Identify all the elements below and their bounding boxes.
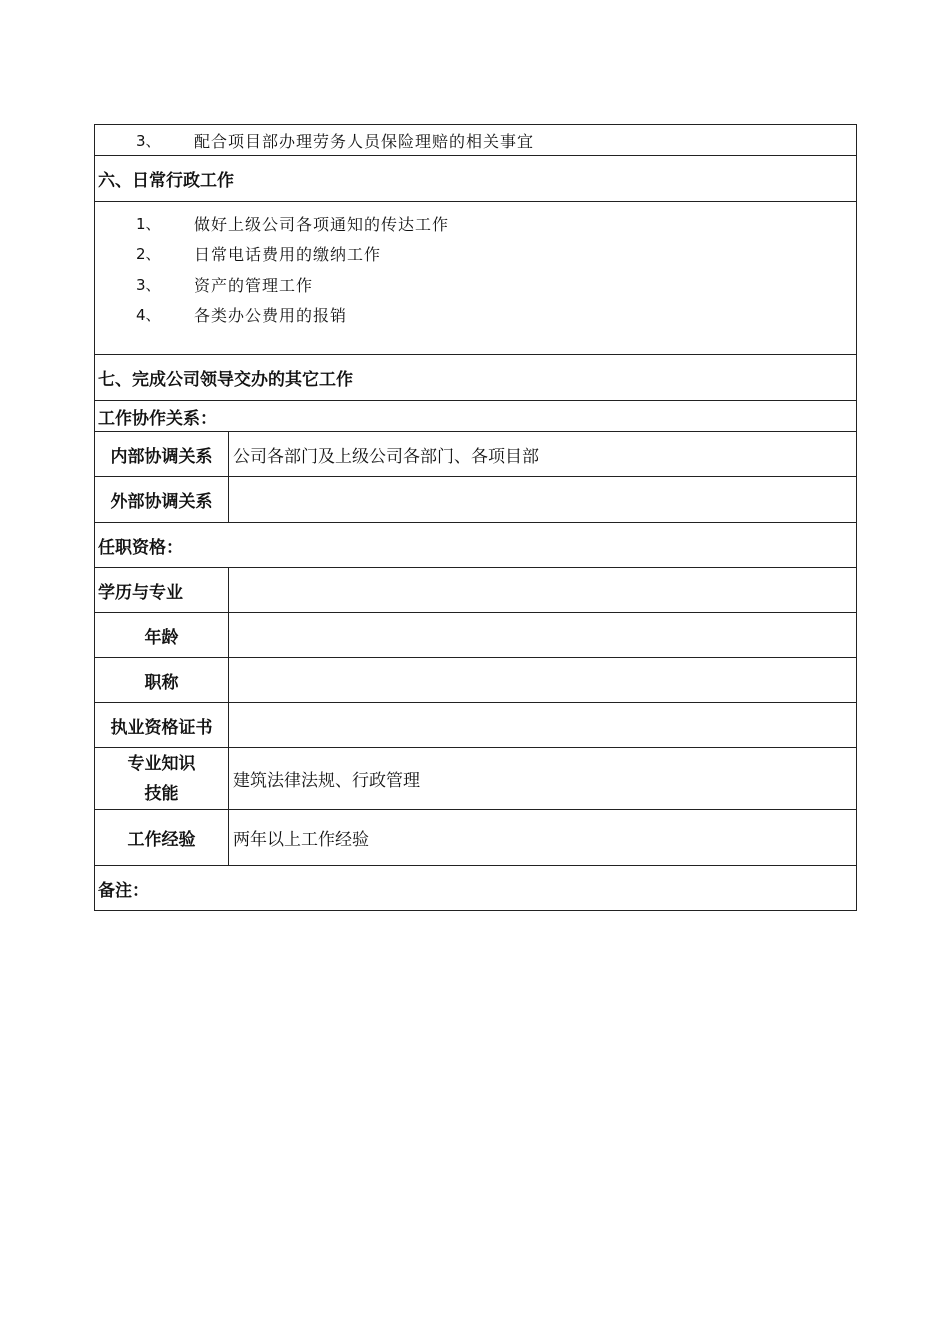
section-heading: 六、日常行政工作 [98, 171, 234, 191]
skills-row [95, 748, 856, 810]
list-item [98, 239, 856, 270]
remarks-row [95, 866, 856, 910]
certificate-value [229, 703, 856, 747]
skills-label-line2: 技能 [144, 783, 179, 804]
list-item [98, 300, 856, 331]
skills-value: 建筑法律法规、行政管理 [233, 771, 420, 791]
section6-heading-row [95, 156, 856, 202]
age-value [229, 613, 856, 657]
education-row [95, 568, 856, 613]
item-text: 资产的管理工作 [194, 275, 314, 295]
item-text: 日常电话费用的缴纳工作 [194, 245, 382, 265]
external-coordination-row [95, 477, 856, 523]
coordination-heading: 工作协作关系： [98, 408, 217, 429]
item-number: 2、 [136, 245, 161, 264]
age-row [95, 613, 856, 658]
skills-label [95, 748, 229, 809]
job-description-table [94, 124, 857, 911]
list-item [98, 208, 856, 239]
section7-heading-row [95, 355, 856, 401]
certificate-row [95, 703, 856, 748]
item-text: 各类办公费用的报销 [194, 306, 348, 326]
section-heading: 七、完成公司领导交办的其它工作 [98, 370, 353, 390]
item-text: 配合项目部办理劳务人员保险理赔的相关事宜 [194, 131, 535, 151]
item-number: 3、 [136, 275, 161, 294]
item-number: 3、 [136, 131, 161, 150]
section5-item-row [95, 125, 856, 156]
title-rank-row [95, 658, 856, 703]
list-item [98, 269, 856, 300]
qualifications-heading: 任职资格： [98, 537, 183, 558]
section6-list-row [95, 202, 856, 355]
item-text: 做好上级公司各项通知的传达工作 [194, 214, 450, 234]
coordination-heading-row [95, 401, 856, 432]
skills-label-line1: 专业知识 [127, 753, 196, 774]
qualifications-heading-row [95, 523, 856, 568]
title-rank-label: 职称 [95, 658, 229, 702]
certificate-label: 执业资格证书 [95, 703, 229, 747]
section6-list [95, 202, 856, 354]
internal-coordination-value: 公司各部门及上级公司各部门、各项目部 [233, 446, 539, 467]
experience-row [95, 810, 856, 866]
list-item [95, 125, 856, 155]
experience-label: 工作经验 [95, 810, 229, 865]
external-coordination-label: 外部协调关系 [95, 477, 229, 522]
remarks-label: 备注： [98, 880, 149, 901]
education-value [229, 568, 856, 612]
internal-coordination-row [95, 432, 856, 477]
education-label: 学历与专业 [95, 568, 229, 612]
external-coordination-value [229, 477, 856, 522]
experience-value: 两年以上工作经验 [233, 830, 369, 850]
item-number: 4、 [136, 306, 161, 325]
age-label: 年龄 [95, 613, 229, 657]
internal-coordination-label: 内部协调关系 [95, 432, 229, 476]
item-number: 1、 [136, 214, 161, 233]
title-rank-value [229, 658, 856, 702]
